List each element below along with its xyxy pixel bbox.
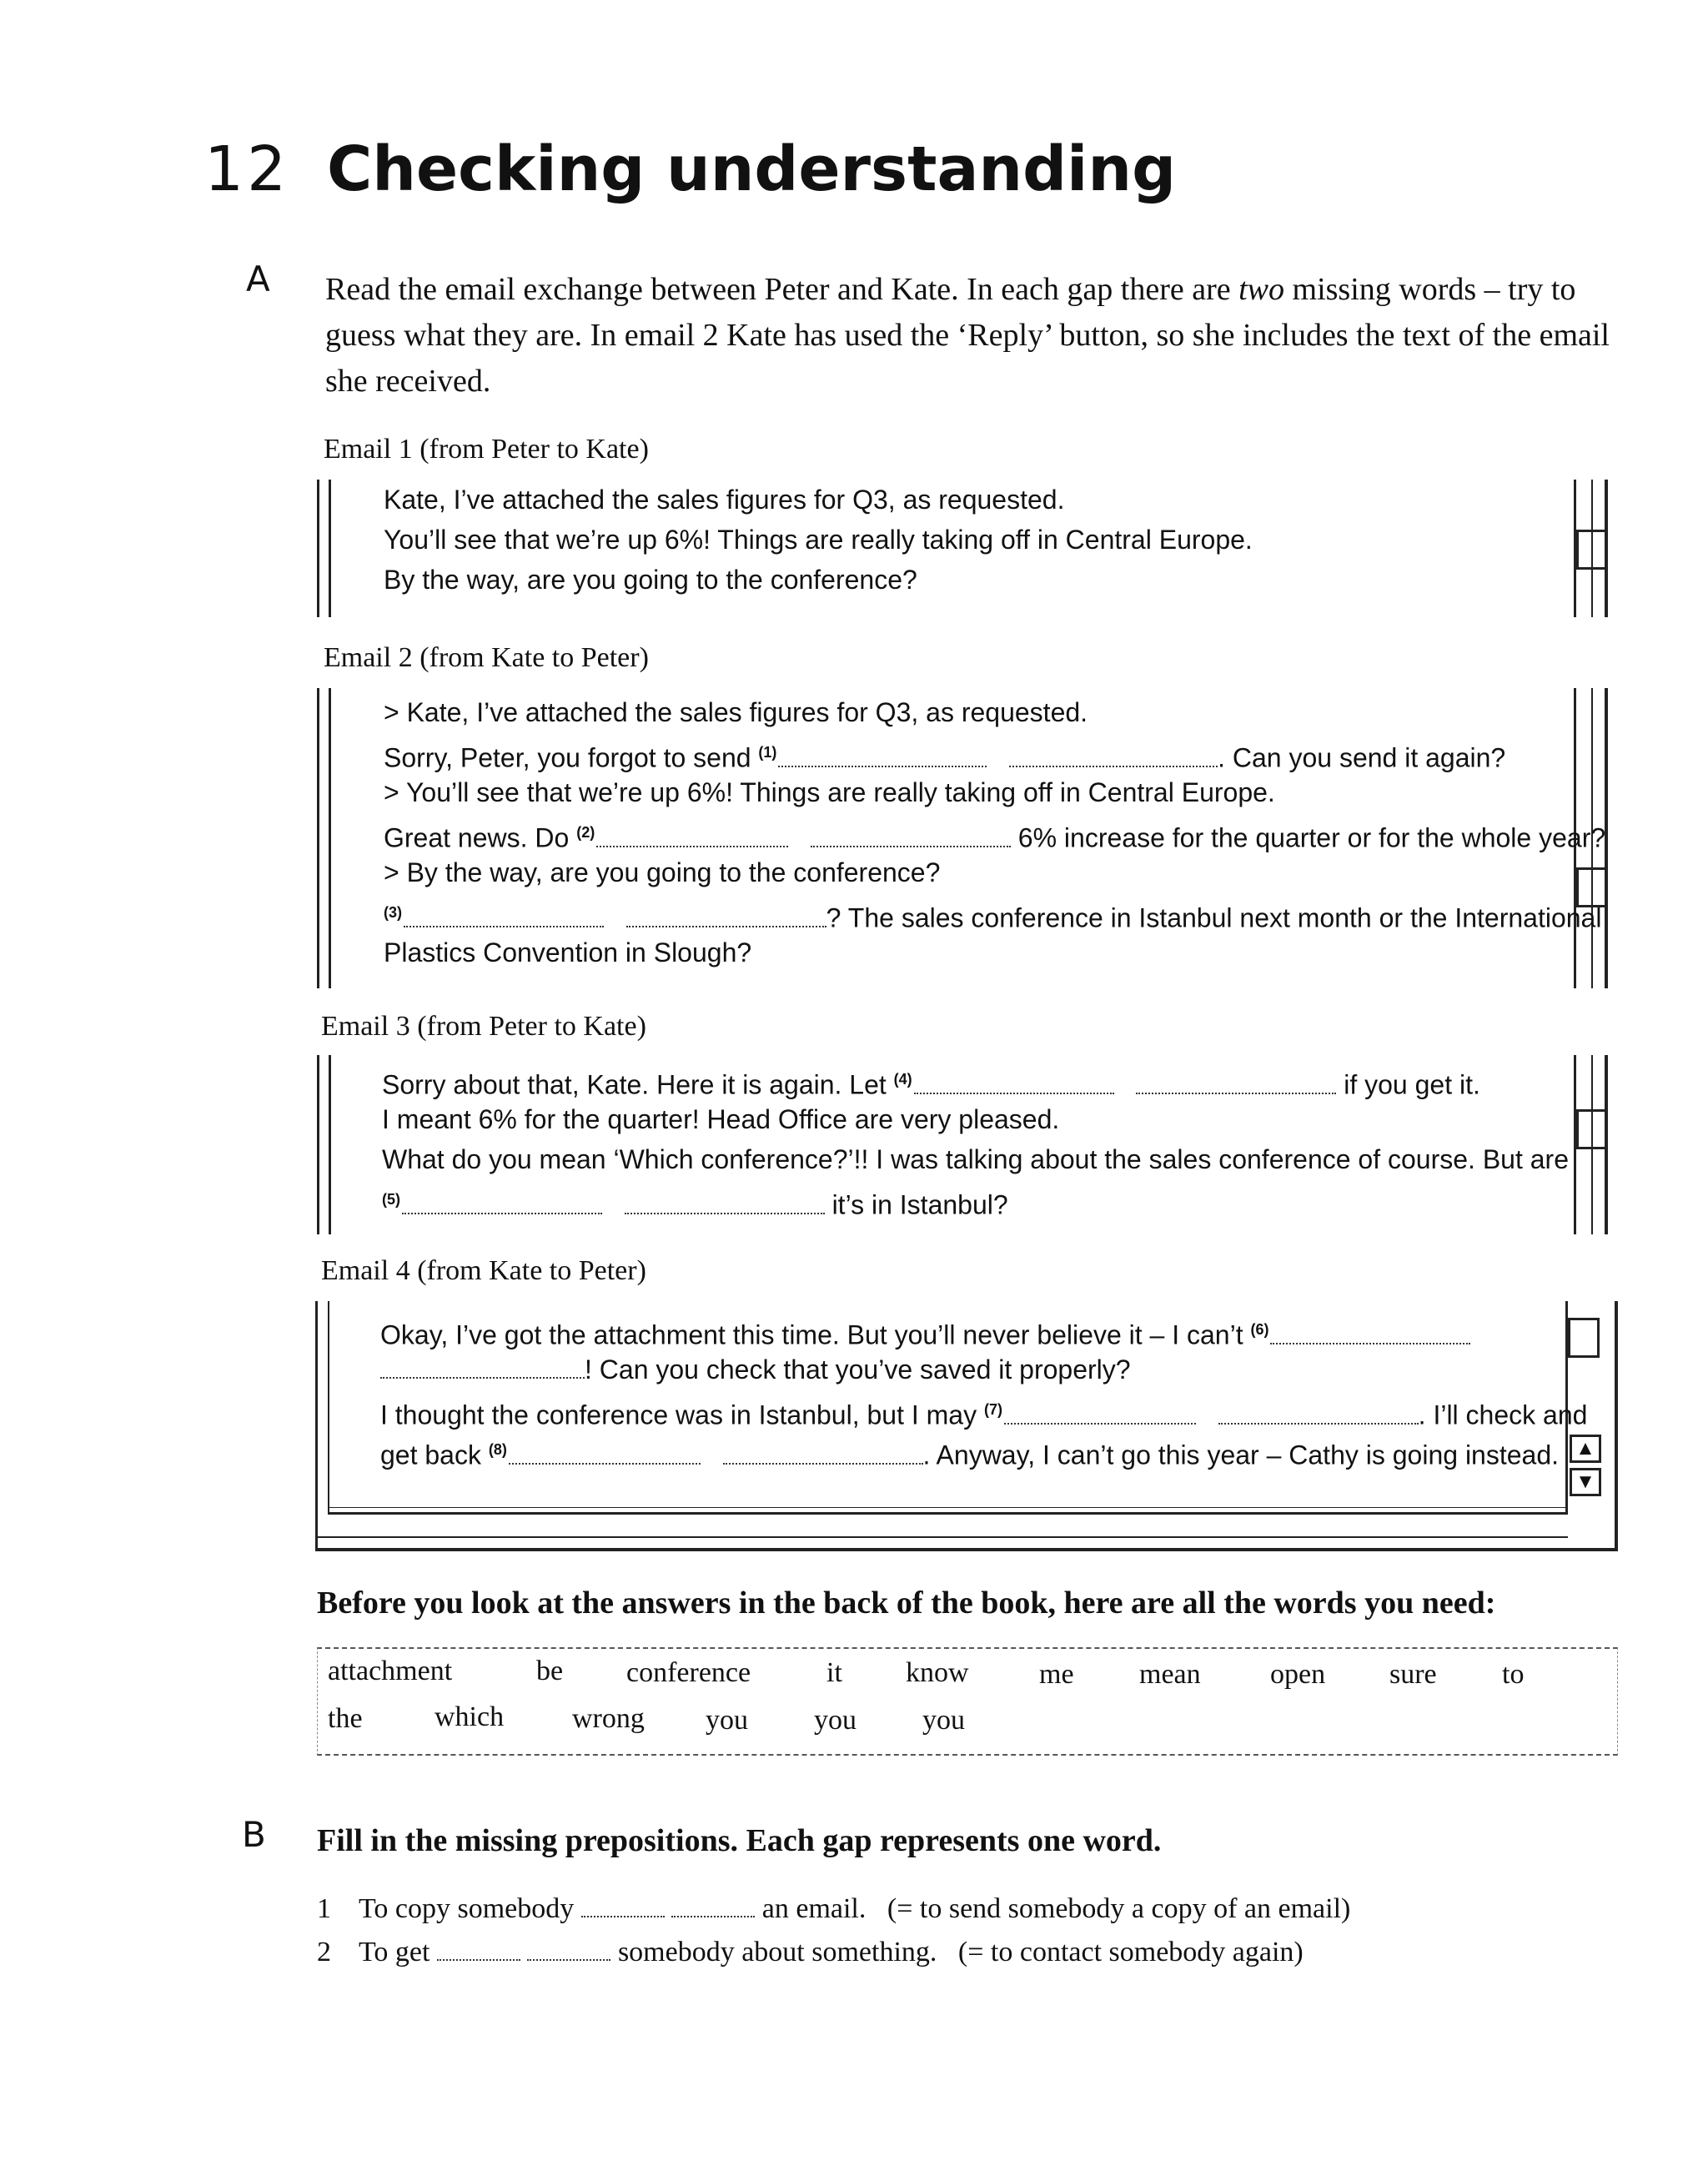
words-intro: Before you look at the answers in the back of the book, here are all the words you need: [317, 1586, 1496, 1621]
section-a-instructions: Read the email exchange between Peter and Kate. In each gap there are two missing words – try to guess what they are. In email 2 Kate has used the ‘Reply’ button, so she includes the text of the email she received. [325, 272, 1610, 399]
email-1-label: Email 1 (from Peter to Kate) [324, 434, 649, 465]
answer-gap[interactable] [581, 1896, 665, 1917]
gap-number: (4) [893, 1071, 912, 1088]
answer-gap[interactable] [380, 1357, 585, 1379]
answer-gap[interactable] [671, 1896, 755, 1917]
word-item: sure [1389, 1659, 1437, 1690]
answer-gap[interactable] [625, 1193, 825, 1214]
word-item: you [706, 1705, 748, 1736]
answer-gap[interactable] [402, 1193, 602, 1214]
word-item: which [435, 1701, 505, 1732]
answer-gap[interactable] [509, 1443, 701, 1465]
answer-gap[interactable] [1218, 1403, 1419, 1425]
word-item: the [328, 1703, 363, 1734]
email-2-label: Email 2 (from Kate to Peter) [324, 642, 649, 673]
gap-number: (5) [382, 1191, 400, 1208]
item-number: 2 [317, 1937, 331, 1967]
email-4-body [380, 1309, 1587, 1470]
email-3-label: Email 3 (from Peter to Kate) [321, 1011, 646, 1042]
arrow-up-icon: ▲ [1575, 1438, 1595, 1460]
email-1-body [384, 480, 1253, 600]
section-b-instructions: Fill in the missing prepositions. Each gap represents one word. [317, 1823, 1162, 1858]
gap-number: (2) [576, 824, 595, 841]
word-item: wrong [572, 1703, 645, 1734]
email-line: What do you mean ‘Which conference?’!! I was talking about the sales conference of course. But are [382, 1144, 1569, 1174]
answer-gap[interactable] [626, 906, 826, 927]
unit-title: Checking understanding [327, 133, 1177, 205]
exercise-item: 1 To copy somebody an email. (= to send somebody a copy of an email) [317, 1893, 1351, 1924]
email-line: > Kate, I’ve attached the sales figures for Q3, as requested. [384, 697, 1088, 727]
word-item: you [814, 1705, 857, 1736]
email-line: $^{(3)}$ ? The sales conference in Istanbul next month or the International [384, 902, 1602, 933]
answer-gap[interactable] [1004, 1403, 1196, 1425]
gap-number: (6) [1250, 1321, 1269, 1338]
email-1-box [317, 480, 1626, 617]
section-a-letter: A [246, 259, 270, 299]
word-item: me [1039, 1659, 1074, 1690]
email-line: Sorry about that, Kate. Here it is again. Let $^{(4)}$ if you get it. [382, 1069, 1480, 1100]
email-line: Okay, I’ve got the attachment this time. But you’ll never believe it – I can’t $^{(6)}$ [380, 1309, 1587, 1349]
email-line: > By the way, are you going to the conference? [384, 857, 941, 887]
arrow-down-icon: ▼ [1575, 1471, 1595, 1493]
word-item: open [1270, 1659, 1326, 1690]
email-2-body [384, 692, 1605, 972]
word-item: attachment [328, 1656, 453, 1686]
gap-number: (1) [758, 744, 777, 761]
email-4-window [315, 1301, 1618, 1551]
word-item: it [826, 1657, 842, 1688]
email-line: $^{(5)}$ it’s in Istanbul? [382, 1189, 1008, 1220]
email-line: get back $^{(8)}$ . Anyway, I can’t go this year – Cathy is going instead. [380, 1440, 1560, 1470]
gap-number: (8) [488, 1441, 507, 1458]
email-line: I meant 6% for the quarter! Head Office are very pleased. [382, 1104, 1060, 1134]
exercise-item: 2 To get somebody about something. (= to contact somebody again) [317, 1937, 1304, 1967]
word-item: conference [626, 1657, 751, 1688]
word-item: to [1502, 1659, 1525, 1690]
email-line: > You’ll see that we’re up 6%! Things are really taking off in Central Europe. [384, 777, 1275, 807]
email-3-body [382, 1059, 1569, 1219]
gap-number: (7) [983, 1401, 1002, 1418]
answer-gap[interactable] [1009, 746, 1218, 767]
email-3-box [317, 1055, 1626, 1234]
answer-gap[interactable] [778, 746, 987, 767]
answer-gap[interactable] [723, 1443, 923, 1465]
answer-gap[interactable] [437, 1939, 520, 1961]
answer-gap[interactable] [811, 826, 1011, 847]
unit-number: 12 [204, 133, 290, 205]
answer-gap[interactable] [1270, 1323, 1470, 1344]
email-line: You’ll see that we’re up 6%! Things are really taking off in Central Europe. [384, 525, 1253, 555]
email-line: Great news. Do $^{(2)}$ 6% increase for the quarter or for the whole year? [384, 822, 1606, 853]
email-line: Sorry, Peter, you forgot to send $^{(1)}$ . Can you send it again? [384, 742, 1506, 773]
answer-gap[interactable] [527, 1939, 610, 1961]
answer-gap[interactable] [596, 826, 788, 847]
word-item: mean [1139, 1659, 1201, 1690]
answer-gap[interactable] [1136, 1073, 1336, 1094]
section-b-letter: B [242, 1814, 266, 1855]
scroll-down-button[interactable] [1570, 1468, 1601, 1496]
item-number: 1 [317, 1893, 331, 1924]
word-box [317, 1647, 1618, 1756]
email-line: Plastics Convention in Slough? [384, 937, 752, 967]
word-item: know [906, 1657, 969, 1688]
answer-gap[interactable] [404, 906, 604, 927]
email-line: By the way, are you going to the conference? [384, 565, 917, 595]
email-line: I thought the conference was in Istanbul, but I may $^{(7)}$ . I’ll check and [380, 1400, 1588, 1430]
email-line: Kate, I’ve attached the sales figures for Q3, as requested. [384, 485, 1065, 515]
gap-number: (3) [384, 904, 402, 921]
word-item: be [536, 1656, 564, 1686]
answer-gap[interactable] [914, 1073, 1114, 1094]
email-line: ! Can you check that you’ve saved it properly? [380, 1349, 1587, 1390]
scrollbar-thumb[interactable] [1576, 1109, 1608, 1149]
email-4-label: Email 4 (from Kate to Peter) [321, 1255, 646, 1286]
word-item: you [922, 1705, 965, 1736]
scrollbar-thumb[interactable] [1576, 530, 1608, 570]
email-2-box [317, 688, 1626, 988]
